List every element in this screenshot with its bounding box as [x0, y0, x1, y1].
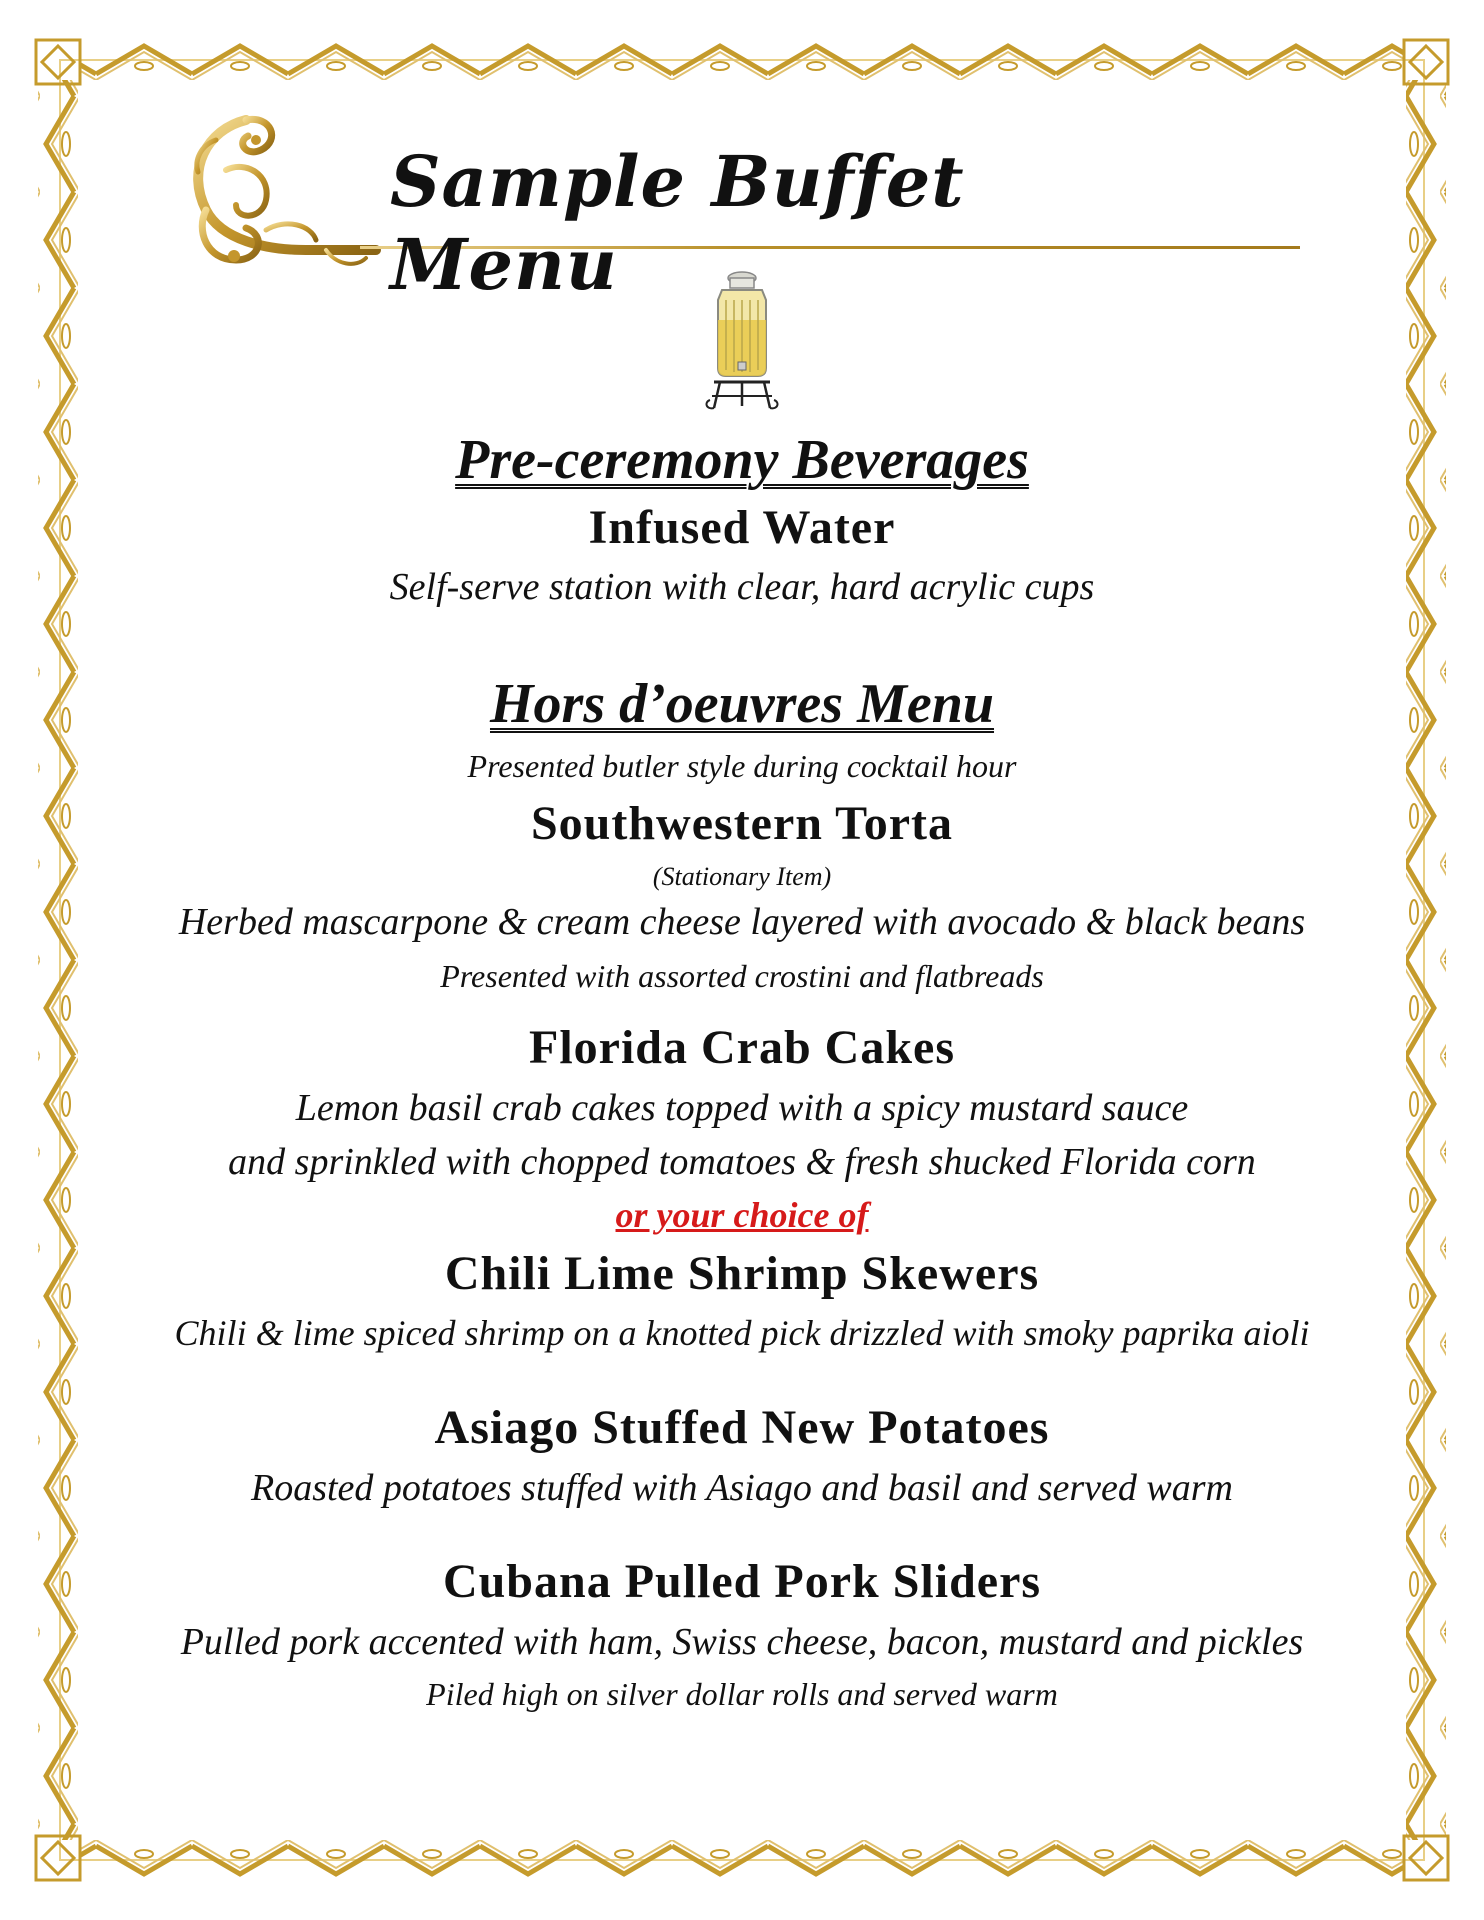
beverages-heading: Pre-ceremony Beverages — [455, 429, 1029, 491]
torta-desc-1: Herbed mascarpone & cream cheese layered with avocado & black beans — [178, 901, 1306, 943]
drink-dispenser-icon — [692, 270, 792, 420]
potatoes-title: Asiago Stuffed New Potatoes — [434, 1401, 1050, 1454]
torta-title: Southwestern Torta — [530, 797, 954, 850]
crab-cakes-title: Florida Crab Cakes — [529, 1021, 955, 1074]
sliders-desc-1: Pulled pork accented with ham, Swiss cheese, bacon, mustard and pickles — [180, 1621, 1304, 1663]
infused-water-desc: Self-serve station with clear, hard acrylic cups — [389, 566, 1095, 608]
shrimp-skewers-title: Chili Lime Shrimp Skewers — [444, 1247, 1040, 1300]
infused-water-title: Infused Water — [588, 501, 896, 554]
choice-note: or your choice of — [615, 1195, 869, 1235]
hors-subheading: Presented butler style during cocktail hour — [467, 748, 1017, 784]
potatoes-desc: Roasted potatoes stuffed with Asiago and basil and served warm — [250, 1467, 1233, 1509]
sliders-title: Cubana Pulled Pork Sliders — [442, 1555, 1042, 1608]
sliders-desc-2: Piled high on silver dollar rolls and served warm — [426, 1676, 1058, 1712]
hors-heading: Hors d’oeuvres Menu — [489, 673, 995, 735]
torta-desc-2: Presented with assorted crostini and flatbreads — [440, 958, 1044, 994]
page-title: Sample Buffet Menu — [390, 140, 965, 306]
shrimp-skewers-desc: Chili & lime spiced shrimp on a knotted pick drizzled with smoky paprika aioli — [174, 1313, 1310, 1353]
scroll-ornament-icon — [176, 100, 386, 280]
crab-cakes-desc-2: and sprinkled with chopped tomatoes & fresh shucked Florida corn — [228, 1141, 1256, 1183]
crab-cakes-desc-1: Lemon basil crab cakes topped with a spicy mustard sauce — [295, 1087, 1189, 1129]
torta-note: (Stationary Item) — [652, 862, 832, 891]
